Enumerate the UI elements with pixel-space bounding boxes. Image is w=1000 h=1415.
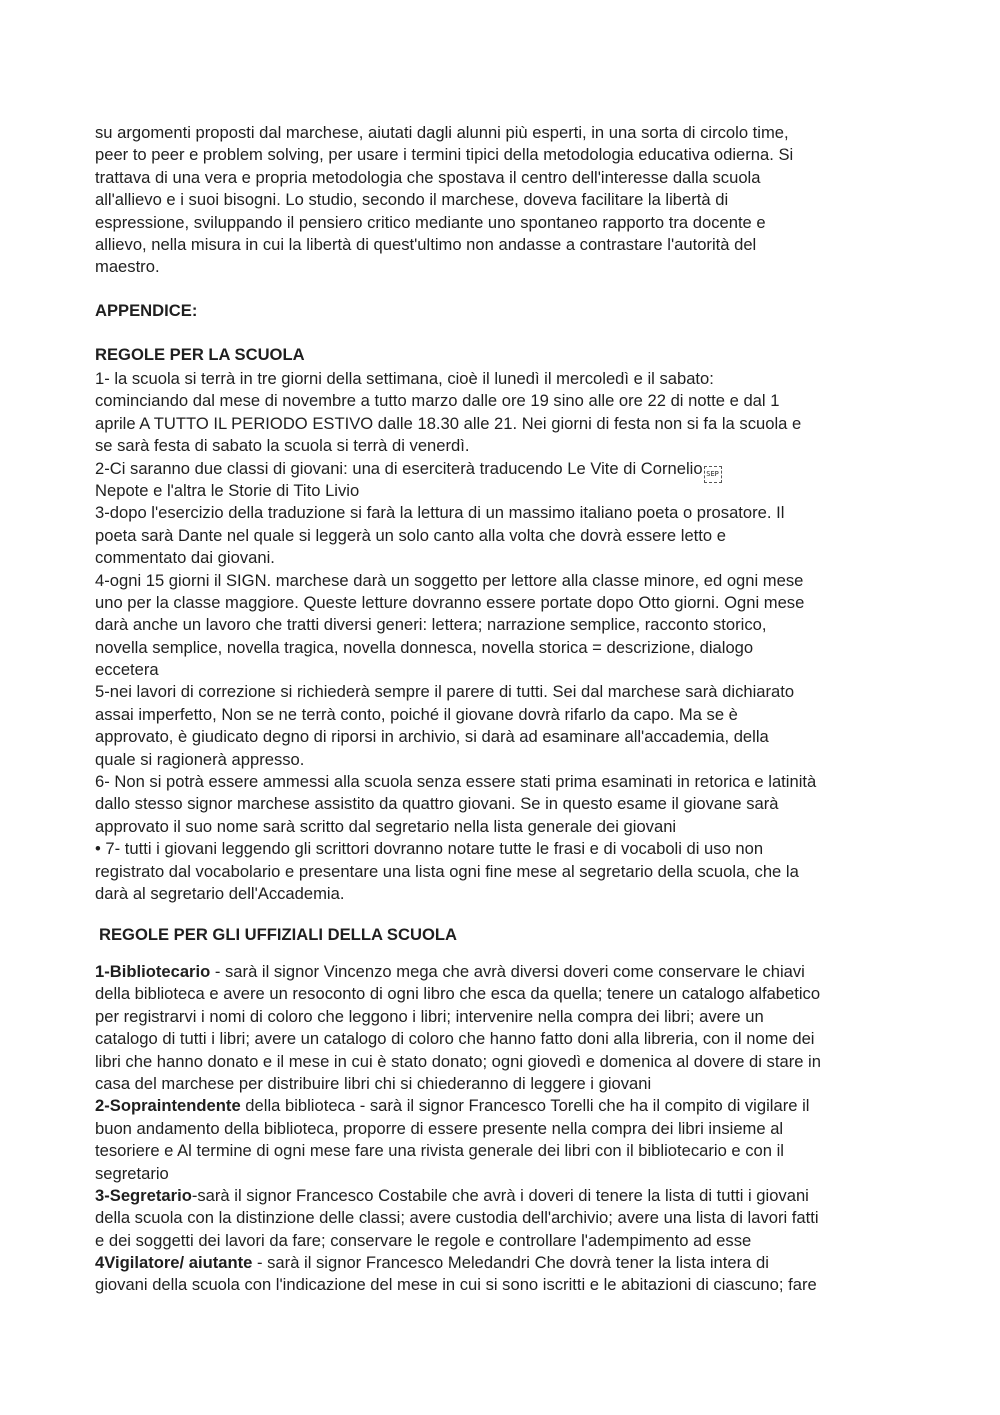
appendix-heading: APPENDICE: <box>95 301 198 320</box>
official-line-text: segretario <box>95 1163 169 1183</box>
official-line <box>95 1006 915 1028</box>
school-rules-heading: REGOLE PER LA SCUOLA <box>95 345 305 364</box>
text-line: espressione, sviluppando il pensiero critico mediante uno spontaneo rapporto tra docente e <box>95 212 766 232</box>
official-line-text: tesoriere e Al termine di ogni mese fare una rivista generale dei libri con il bibliotecario e con il <box>95 1141 784 1161</box>
rule-line: 1- la scuola si terrà in tre giorni della settimana, cioè il lunedì il mercoledì e il sabato: <box>95 369 714 388</box>
official-role-title: 2-Sopraintendente <box>95 1096 241 1116</box>
officials-list <box>95 961 915 1297</box>
rule-line: 4-ogni 15 giorni il SIGN. marchese darà un soggetto per lettore alla classe minore, ed ogni mese <box>95 570 804 590</box>
rule-line: aprile A TUTTO IL PERIODO ESTIVO dalle 18.30 alle 21. Nei giorni di festa non si fa la scuola e <box>95 413 802 433</box>
text-line: allievo, nella misura in cui la libertà di quest'ultimo non andasse a contrastare l'autorità del <box>95 234 757 254</box>
rule-line: darà anche un lavoro che tratti diversi generi: lettera; narrazione semplice, racconto storico, <box>95 615 767 635</box>
rule-line: 6- Non si potrà essere ammessi alla scuola senza essere stati prima esaminati in retorica e latinità <box>95 772 817 792</box>
officials-heading: REGOLE PER GLI UFFIZIALI DELLA SCUOLA <box>99 925 457 944</box>
rule-line: 3-dopo l'esercizio della traduzione si farà la lettura di un massimo italiano poeta o prosatore. Il <box>95 503 785 523</box>
rule-line: eccetera <box>95 660 159 680</box>
official-line-text: - sarà il signor Francesco Meledandri Che dovrà tener la lista intera di <box>252 1253 769 1273</box>
official-line-text: della scuola con la distinzione delle classi; avere custodia dell'archivio; avere una lista di lavori fatti <box>95 1208 819 1228</box>
rule-line: uno per la classe maggiore. Queste letture dovranno essere portate dopo Otto giorni. Ogni mese <box>95 592 805 612</box>
official-line-text: della biblioteca e avere un resoconto di ogni libro che esca da quella; tenere un catalogo alfabetico <box>95 984 821 1004</box>
intro-paragraph <box>95 122 915 279</box>
official-line <box>95 1073 915 1095</box>
official-line <box>95 1163 915 1185</box>
official-role-title: 1-Bibliotecario <box>95 962 211 981</box>
text-line: peer to peer e problem solving, per usare i termini tipici della metodologia educativa odierna. Si <box>95 145 794 165</box>
official-line <box>95 983 915 1005</box>
rule-line: • 7- tutti i giovani leggendo gli scrittori dovranno notare tutte le frasi e di vocaboli di uso non <box>95 839 764 859</box>
official-line <box>95 1252 915 1274</box>
official-line-text: buon andamento della biblioteca, proporre di essere presente nella compra dei libri insieme al <box>95 1118 784 1138</box>
rule-line: novella semplice, novella tragica, novella donnesca, novella storica = descrizione, dialogo <box>95 637 754 657</box>
official-line <box>95 1230 915 1252</box>
official-line-text: casa del marchese per distribuire libri chi si chiederanno di leggere i giovani <box>95 1073 652 1093</box>
official-line <box>95 1185 915 1207</box>
separator-glyph-icon: SEP <box>704 466 722 483</box>
official-role-title: 4Vigilatore/ aiutante <box>95 1253 253 1273</box>
official-line <box>95 1118 915 1140</box>
rule-line: poeta sarà Dante nel quale si leggerà un solo canto alla volta che dovrà essere letto e <box>95 525 726 545</box>
official-line <box>95 1028 915 1050</box>
rule-line: assai imperfetto, Non se ne terrà conto, poiché il giovane dovrà rifarlo da capo. Ma se è <box>95 704 738 724</box>
official-line <box>95 1140 915 1162</box>
rule-line: approvato il suo nome sarà scritto dal segretario nella lista generale dei giovani <box>95 816 677 836</box>
rule-line: commentato dai giovani. <box>95 548 275 568</box>
official-line-text: catalogo di tutti i libri; avere un catalogo di coloro che hanno fatto doni alla libreria, con il nome dei <box>95 1029 815 1049</box>
rule-line: cominciando dal mese di novembre a tutto marzo dalle ore 19 sino alle ore 22 di notte e dal 1 <box>95 391 780 411</box>
official-line-text: giovani della scuola con l'indicazione del mese in cui si sono iscritti e le abitazioni di ciascuno; fare <box>95 1275 817 1295</box>
rule-line: darà al segretario dell'Accademia. <box>95 883 345 903</box>
official-line-text: libri che hanno donato e il mese in cui è stato donato; ogni giovedì e domenica al dovere di stare in <box>95 1051 821 1071</box>
rule-line: 5-nei lavori di correzione si richiederà sempre il parere di tutti. Sei dal marchese sarà dichiarato <box>95 682 795 702</box>
official-line-text: -sarà il signor Francesco Costabile che avrà i doveri di tenere la lista di tutti i giovani <box>191 1185 809 1205</box>
rule-line: dallo stesso signor marchese assistito da quattro giovani. Se in questo esame il giovane sarà <box>95 794 779 814</box>
rule-line: registrato dal vocabolario e presentare una lista ogni fine mese al segretario della scuola, che la <box>95 861 799 881</box>
rule-line: se sarà festa di sabato la scuola si terrà di venerdì. <box>95 436 470 456</box>
text-line: maestro. <box>95 257 160 277</box>
official-line-text: e dei soggetti dei lavori da fare; conservare le regole e controllare l'adempimento ad esse <box>95 1230 752 1250</box>
official-line <box>95 1051 915 1073</box>
official-line-text: - sarà il signor Vincenzo mega che avrà diversi doveri come conservare le chiavi <box>210 962 805 981</box>
rule-line: Nepote e l'altra le Storie di Tito Livio <box>95 480 360 500</box>
official-line <box>95 1095 915 1117</box>
official-role-title: 3-Segretario <box>95 1185 192 1205</box>
school-rules-list <box>95 368 915 905</box>
text-line: all'allievo e i suoi bisogni. Lo studio, secondo il marchese, doveva facilitare la libertà di <box>95 190 729 210</box>
official-line <box>95 1274 915 1296</box>
rule-line: quale si ragionerà appresso. <box>95 749 305 769</box>
text-line: trattava di una vera e propria metodologia che spostava il centro dell'interesse dalla scuola <box>95 167 761 187</box>
rule-line: approvato, è giudicato degno di riporsi in archivio, si darà ad esaminare all'accademia, della <box>95 727 769 747</box>
official-line <box>95 961 915 983</box>
official-line-text: per registrarvi i nomi di coloro che leggono i libri; intervenire nella compra dei libri; avere un <box>95 1006 764 1026</box>
official-line <box>95 1207 915 1229</box>
text-line: su argomenti proposti dal marchese, aiutati dagli alunni più esperti, in una sorta di circolo time, <box>95 123 789 142</box>
rule-line: 2-Ci saranno due classi di giovani: una di eserciterà traducendo Le Vite di Cornelio SEP <box>95 458 915 480</box>
official-line-text: della biblioteca - sarà il signor Francesco Torelli che ha il compito di vigilare il <box>240 1096 810 1116</box>
